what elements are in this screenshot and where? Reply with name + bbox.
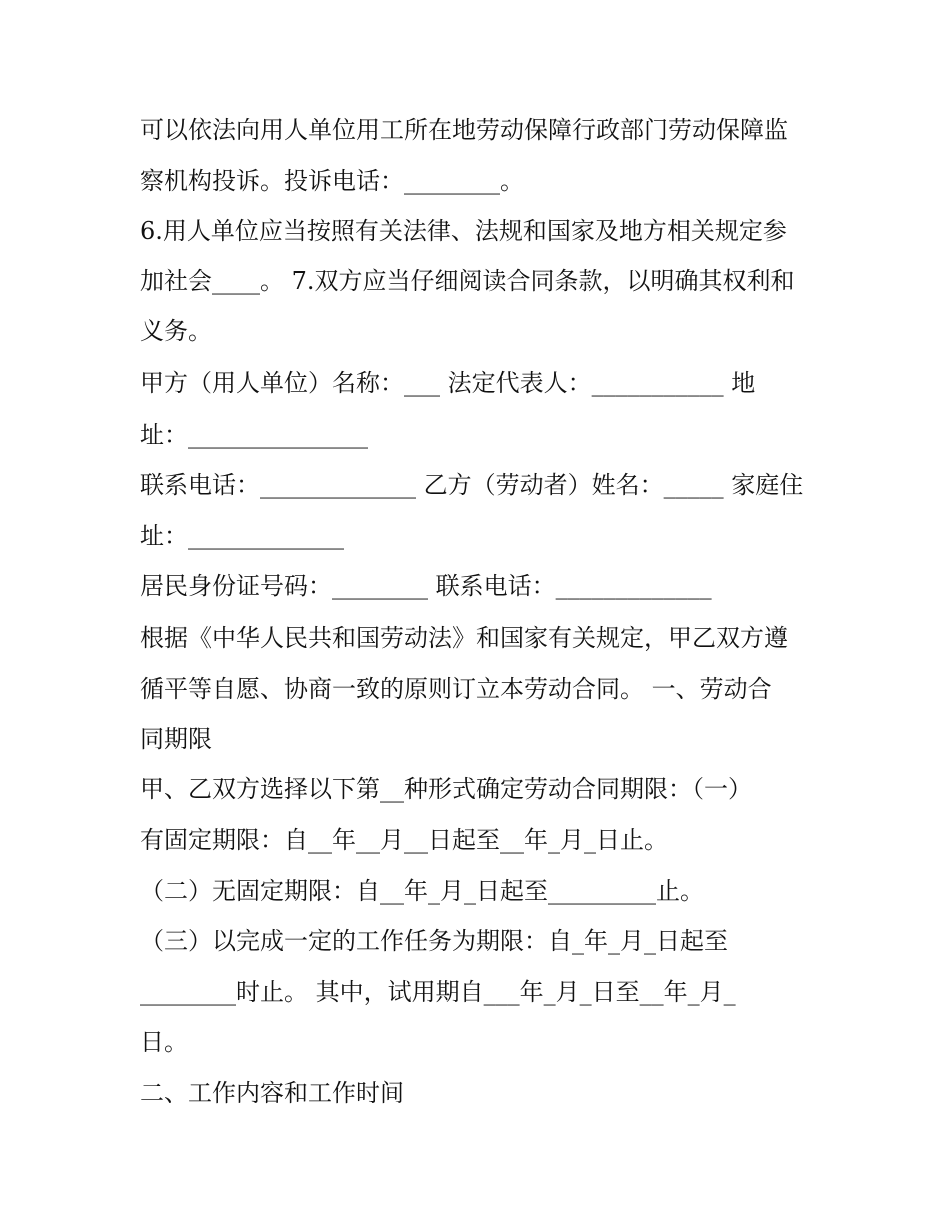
text-line: （二）无固定期限：自__年_月_日起至_________止。 [140, 877, 704, 905]
text-line: 址：_______________ [140, 421, 368, 449]
text-line: 循平等自愿、协商一致的原则订立本劳动合同。 一、劳动合 [140, 675, 772, 703]
text-line: 加社会____。 7.双方应当仔细阅读合同条款，以明确其权利和 [140, 267, 795, 295]
text-line: 联系电话：_____________ 乙方（劳动者）姓名：_____ 家庭住 [140, 471, 804, 499]
text-line: 义务。 [140, 317, 212, 345]
text-line: ________时止。 其中，试用期自___年_月_日至__年_月_ [140, 978, 736, 1006]
text-line: 察机构投诉。投诉电话：________。 [140, 167, 524, 195]
text-line: 居民身份证号码：________ 联系电话：_____________ [140, 572, 712, 600]
text-line: 有固定期限：自__年__月__日起至__年_月_日止。 [140, 826, 668, 854]
text-line: （三）以完成一定的工作任务为期限：自_年_月_日起至 [140, 927, 728, 955]
text-line: 甲方（用人单位）名称：___ 法定代表人：___________ 地 [140, 369, 756, 397]
text-line: 可以依法向用人单位用工所在地劳动保障行政部门劳动保障监 [140, 116, 788, 144]
text-line: 址：_____________ [140, 522, 344, 550]
text-line: 同期限 [140, 725, 212, 753]
text-line: 6.用人单位应当按照有关法律、法规和国家及地方相关规定参 [140, 217, 787, 245]
section-heading: 二、工作内容和工作时间 [140, 1079, 404, 1107]
text-line: 根据《中华人民共和国劳动法》和国家有关规定，甲乙双方遵 [140, 624, 788, 652]
text-line: 日。 [140, 1028, 188, 1056]
text-line: 甲、乙双方选择以下第__种形式确定劳动合同期限：（一） [140, 775, 752, 803]
